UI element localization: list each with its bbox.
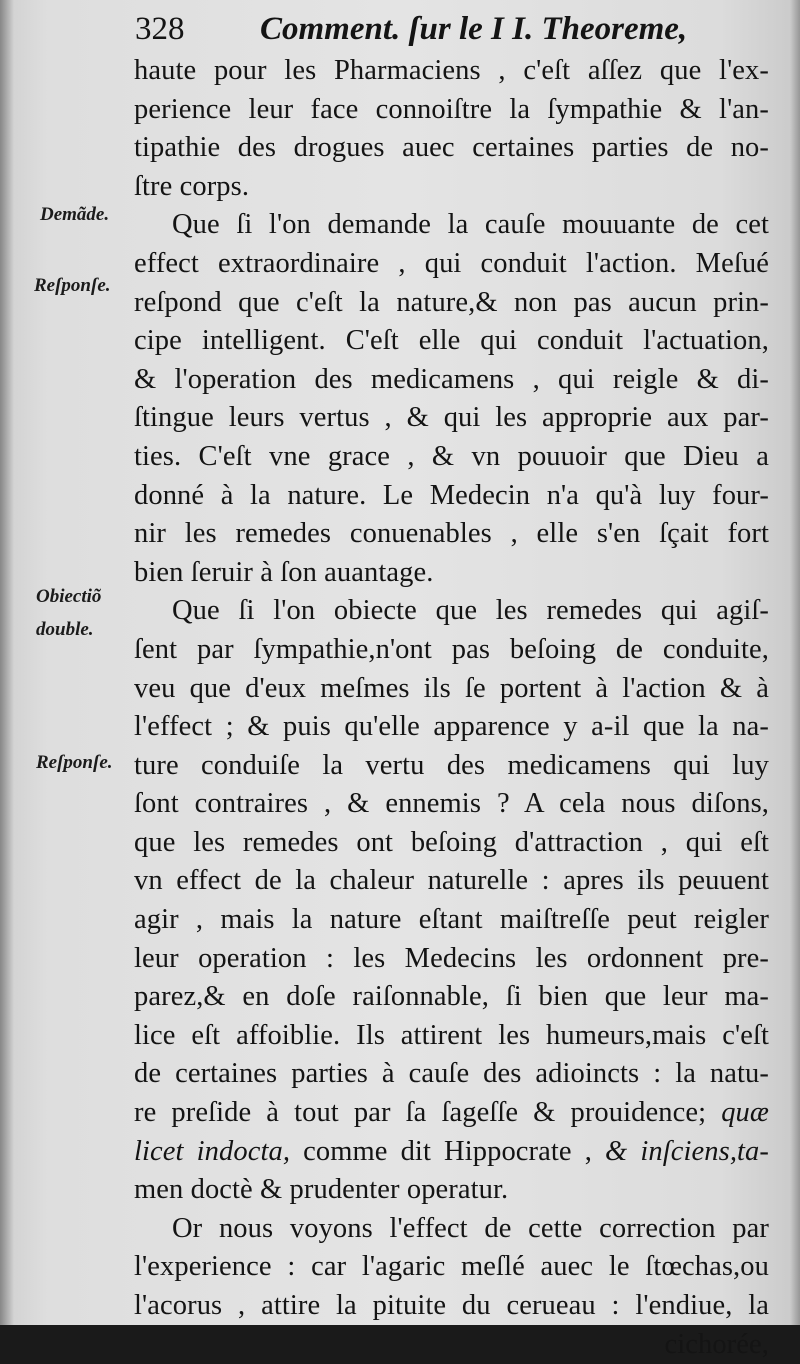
text-line: veu que d'eux meſmes ils ſe portent à l'action & à [134,672,769,704]
text-line: de certaines parties à cauſe des adioincts : la natu- [134,1058,769,1090]
text-line: haute pour les Pharmaciens , c'eſt aſſez que l'ex- [134,55,769,86]
latin-quote-line: men doctè & prudenter operatur. [134,1174,509,1206]
text-line: ſent par ſympathie,n'ont pas beſoing de conduite, [134,633,769,665]
margin-note-demande: Demãde. [40,204,110,225]
text-line: tipathie des drogues auec certaines parties de no- [134,132,769,164]
page-number: 328 [135,11,185,47]
text-line: effect extraordinaire , qui conduit l'action. Meſué [134,247,769,279]
text-line: l'effect ; & puis qu'elle apparence y a-il que la na- [134,711,769,743]
text-line: leur operation : les Medecins les ordonnent pre- [134,942,769,974]
page-edge-shadow [790,0,800,1325]
text-line: cipe intelligent. C'eſt elle qui conduit l'actuation, [134,325,769,357]
latin-quote: quæ [721,1097,769,1129]
margin-note-objection: Obiectiõ [36,586,102,607]
text-run: re preſide à tout par ſa ſageſſe & prouidence; [134,1097,707,1129]
text-line: l'acorus , attire la pituite du cerueau : l'endiue, la [134,1290,769,1321]
margin-note-double: double. [36,619,94,640]
text-line: lice eſt affoiblie. Ils attirent les humeurs,mais c'eſt [134,1019,769,1051]
gutter-shadow [0,0,14,1325]
latin-quote: licet indocta, [134,1135,291,1167]
running-head [135,6,765,52]
text-line: l'experience : car l'agaric meſlé auec le ſtœchas,ou [134,1251,769,1283]
text-line: perience leur face connoiſtre la ſympathie & l'an- [134,93,769,125]
text-line: reſpond que c'eſt la nature,& non pas aucun prin- [134,286,769,318]
text-line: donné à la nature. Le Medecin n'a qu'à luy four- [134,479,769,511]
text-line-with-italic [134,1094,769,1133]
catchword: cichorée, [664,1328,769,1360]
text-line: ture conduiſe la vertu des medicamens qui luy [134,749,769,781]
text-line: que les remedes ont beſoing d'attraction , qui eſt [134,826,769,858]
text-line: parez,& en doſe raiſonnable, ſi bien que leur ma- [134,981,769,1013]
paragraph-start-line: Que ſi l'on demande la cauſe mouuante de cet [172,209,769,241]
margin-note-response-1: Reſponſe. [34,275,111,296]
paragraph-start-line: Que ſi l'on obiecte que les remedes qui agiſ- [172,595,769,627]
text-line: agir , mais la nature eſtant maiſtreſſe peut reigler [134,904,769,936]
body-text [134,52,769,1364]
running-title: Comment. ſur le I I. Theoreme, [260,11,688,47]
text-line: & l'operation des medicamens , qui reigle & di- [134,363,769,395]
text-line: vn effect de la chaleur naturelle : apres ils peuuent [134,865,769,897]
latin-quote: & inſciens,ta- [605,1135,770,1167]
text-line: ties. C'eſt vne grace , & vn pouuoir que Dieu a [134,440,769,472]
margin-note-response-2: Reſponſe. [36,752,113,773]
paragraph-start-line: Or nous voyons l'effect de cette correction par [172,1212,769,1244]
text-line: nir les remedes conuenables , elle s'en ſçait fort [134,518,769,550]
text-line: bien ſeruir à ſon auantage. [134,556,434,588]
text-line: ſtingue leurs vertus , & qui les approprie aux par- [134,402,769,434]
text-line: ſtre corps. [134,170,250,202]
text-run: comme dit Hippocrate , [290,1135,606,1167]
text-line: ſont contraires , & ennemis ? A cela nous diſons, [134,788,769,820]
text-line-with-italic [134,1133,769,1172]
